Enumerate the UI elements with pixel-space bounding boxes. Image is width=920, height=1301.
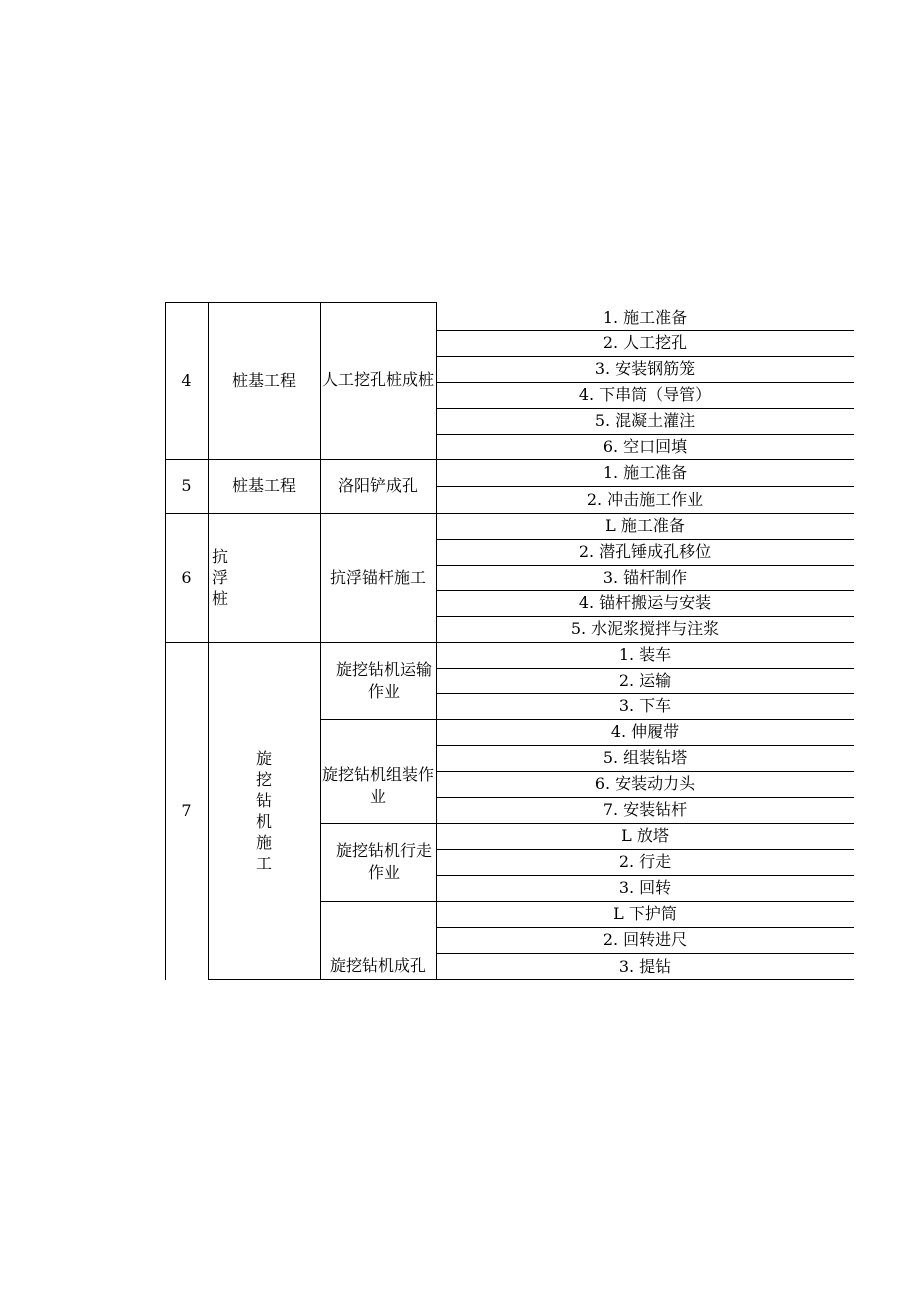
- step-item: 3. 回转: [618, 878, 672, 897]
- step-item: L 放塔: [621, 826, 669, 845]
- row-divider: [165, 459, 854, 460]
- row-category: [211, 513, 241, 642]
- step-divider: [436, 693, 854, 694]
- step-divider: [436, 590, 854, 591]
- step-item: 6. 安装动力头: [594, 774, 696, 793]
- row-category: [208, 642, 320, 980]
- row-category-text: 抗浮桩: [211, 547, 228, 608]
- step-divider: [436, 382, 854, 383]
- step-divider: [436, 745, 854, 746]
- construction-step-table: [165, 302, 854, 980]
- row-number: 5: [181, 476, 192, 495]
- step-item: 3. 安装钢筋笼: [594, 359, 696, 378]
- step-item: 5. 水泥浆搅拌与注浆: [570, 619, 720, 638]
- row-divider: [165, 513, 854, 514]
- step-item: 6. 空口回填: [602, 436, 688, 456]
- step-divider: [436, 565, 854, 566]
- row-number: 6: [181, 567, 192, 587]
- group-divider: [320, 719, 854, 720]
- step-item: 2. 人工挖孔: [602, 333, 688, 352]
- step-divider: [436, 771, 854, 772]
- sub-process: 人工挖孔桩成桩: [321, 369, 434, 389]
- step-item: 2. 潜孔锤成孔移位: [578, 542, 712, 561]
- step-divider: [436, 875, 854, 876]
- step-divider: [436, 539, 854, 540]
- column-divider: [208, 302, 209, 980]
- step-divider: [436, 434, 854, 435]
- sub-process: 抗浮锚杆施工: [329, 567, 426, 587]
- table-border-bottom: [208, 979, 854, 980]
- step-item: 1. 施工准备: [602, 307, 688, 327]
- step-item: 2. 行走: [618, 852, 672, 871]
- step-item: 3. 下车: [618, 696, 672, 715]
- step-item: 5. 混凝土灌注: [594, 411, 696, 430]
- sub-process: 旋挖钻机行走作业: [335, 841, 432, 882]
- sub-process: 旋挖钻机成孔: [329, 956, 426, 975]
- row-number: 4: [181, 370, 192, 390]
- table-border-top: [165, 302, 436, 303]
- step-item: 3. 锚杆制作: [602, 567, 688, 587]
- step-divider: [436, 486, 854, 487]
- step-divider: [436, 797, 854, 798]
- row-number: 7: [181, 801, 192, 820]
- step-item: 2. 回转进尺: [602, 930, 688, 949]
- sub-process: 旋挖钻机组装作业: [321, 765, 434, 806]
- group-divider: [320, 901, 854, 902]
- step-item: 2. 冲击施工作业: [586, 489, 704, 509]
- step-item: 5. 组装钻塔: [602, 748, 688, 767]
- step-divider: [436, 408, 854, 409]
- sub-process: 旋挖钻机运输作业: [335, 659, 432, 701]
- step-divider: [436, 616, 854, 617]
- step-item: 7. 安装钻杆: [602, 800, 688, 819]
- step-divider: [436, 356, 854, 357]
- group-divider: [320, 823, 854, 824]
- step-item: 3. 提钻: [618, 956, 672, 976]
- step-divider: [436, 953, 854, 954]
- step-item: 4. 伸履带: [610, 722, 680, 741]
- step-divider: [436, 668, 854, 669]
- step-item: 4. 下串筒（导管）: [578, 385, 712, 404]
- table-border-left: [165, 302, 166, 980]
- sub-process: 洛阳铲成孔: [337, 476, 418, 495]
- step-item: 2. 运输: [618, 670, 672, 690]
- row-divider: [165, 642, 854, 643]
- step-item: 4. 锚杆搬运与安装: [578, 593, 712, 612]
- step-item: L 下护筒: [613, 904, 677, 923]
- step-divider: [436, 927, 854, 928]
- step-divider: [436, 849, 854, 850]
- step-item: 1. 装车: [618, 645, 672, 664]
- step-item: L 施工准备: [605, 516, 685, 535]
- row-category: 桩基工程: [231, 370, 296, 390]
- column-divider: [320, 302, 321, 980]
- step-divider: [436, 330, 854, 331]
- row-category: 桩基工程: [231, 476, 296, 495]
- step-item: 1. 施工准备: [602, 462, 688, 482]
- column-divider: [436, 302, 437, 980]
- row-category-text: 旋挖钻机施工: [255, 749, 272, 873]
